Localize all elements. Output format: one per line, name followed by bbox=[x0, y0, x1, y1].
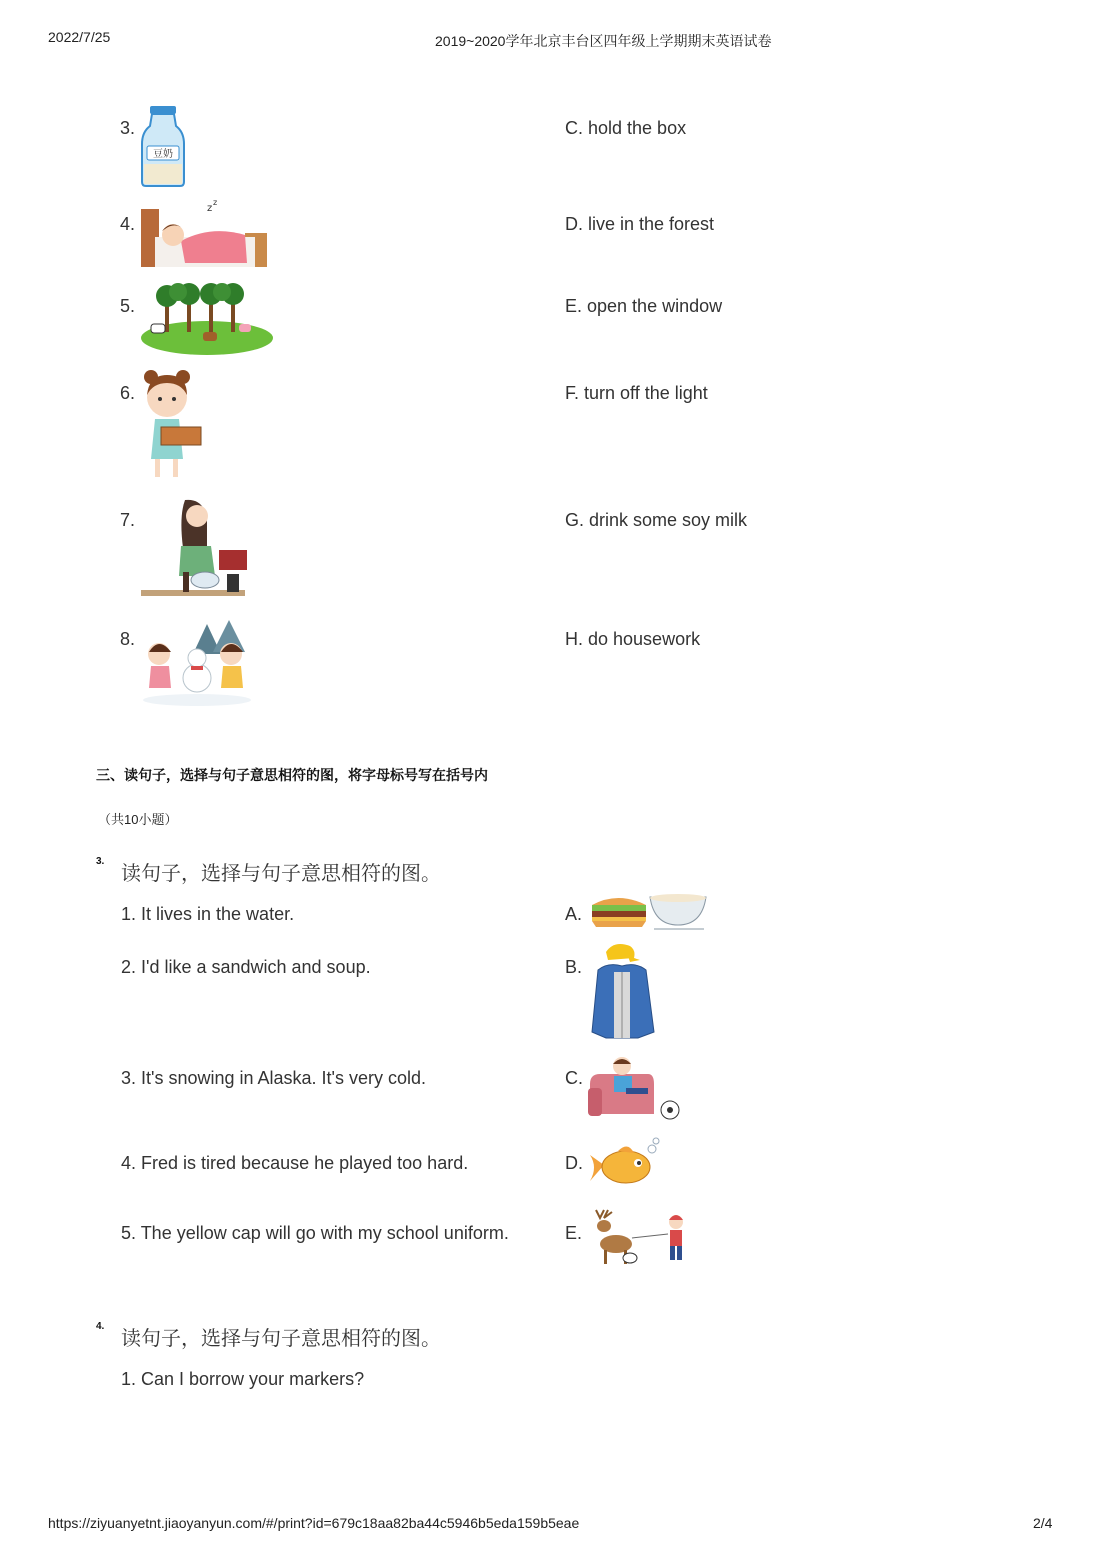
children-snowman-picture bbox=[141, 614, 253, 706]
item-number: 3. bbox=[120, 118, 136, 138]
soy-milk-bottle-picture bbox=[140, 104, 186, 188]
item-number: 7. bbox=[120, 510, 136, 530]
option-letter: C. bbox=[565, 1068, 583, 1088]
print-date: 2022/7/25 bbox=[48, 29, 111, 45]
question-title: 读句子，选择与句子意思相符的图。 bbox=[121, 1328, 441, 1350]
goldfish-picture bbox=[588, 1137, 662, 1195]
document-title: 2019~2020学年北京丰台区四年级上学期期末英语试卷 bbox=[435, 33, 772, 49]
match-option: E. open the window bbox=[565, 296, 723, 316]
match-option: H. do housework bbox=[565, 629, 701, 649]
question-number: 4. bbox=[96, 1321, 105, 1332]
item-number: 5. bbox=[120, 296, 136, 316]
match-option: F. turn off the light bbox=[565, 383, 708, 403]
boy-on-sofa-picture bbox=[588, 1054, 682, 1122]
svg-text:z: z bbox=[207, 203, 213, 214]
sentence: 3. It's snowing in Alaska. It's very cold. bbox=[121, 1068, 427, 1088]
item-number: 6. bbox=[120, 383, 136, 403]
page-number: 2/4 bbox=[1033, 1515, 1053, 1531]
girl-holding-box-picture bbox=[141, 369, 203, 483]
question-count: （共10小题） bbox=[98, 812, 178, 827]
svg-text:z: z bbox=[213, 198, 218, 207]
option-letter: B. bbox=[565, 957, 583, 977]
sentence: 1. Can I borrow your markers? bbox=[121, 1369, 365, 1389]
question-title: 读句子，选择与句子意思相符的图。 bbox=[121, 863, 441, 885]
sentence: 4. Fred is tired because he played too hard. bbox=[121, 1153, 469, 1173]
forest-animals-picture bbox=[141, 282, 273, 356]
bottle-label: 豆奶 bbox=[153, 149, 173, 160]
page-url: https://ziyuanyetnt.jiaoyanyun.com/#/print?id=679c18aa82ba44c5946b5eda159b5eae bbox=[48, 1515, 580, 1531]
option-letter: E. bbox=[565, 1223, 583, 1243]
option-letter: A. bbox=[565, 904, 583, 924]
match-option: C. hold the box bbox=[565, 118, 687, 138]
sandwich-and-soup-picture bbox=[588, 889, 708, 931]
item-number: 4. bbox=[120, 214, 136, 234]
item-number: 8. bbox=[120, 629, 136, 649]
sentence: 5. The yellow cap will go with my school uniform. bbox=[121, 1223, 509, 1243]
sleeping-child-picture bbox=[141, 197, 269, 269]
question-number: 3. bbox=[96, 856, 105, 867]
section-heading: 三、读句子，选择与句子意思相符的图，将字母标号写在括号内 bbox=[96, 767, 488, 783]
match-option: G. drink some soy milk bbox=[565, 510, 748, 530]
reindeer-and-boy-picture bbox=[588, 1208, 690, 1268]
woman-cooking-picture bbox=[141, 496, 251, 602]
match-option: D. live in the forest bbox=[565, 214, 715, 234]
jacket-and-cap-picture bbox=[588, 942, 658, 1042]
sentence: 2. I'd like a sandwich and soup. bbox=[121, 957, 371, 977]
option-letter: D. bbox=[565, 1153, 583, 1173]
sentence: 1. It lives in the water. bbox=[121, 904, 295, 924]
